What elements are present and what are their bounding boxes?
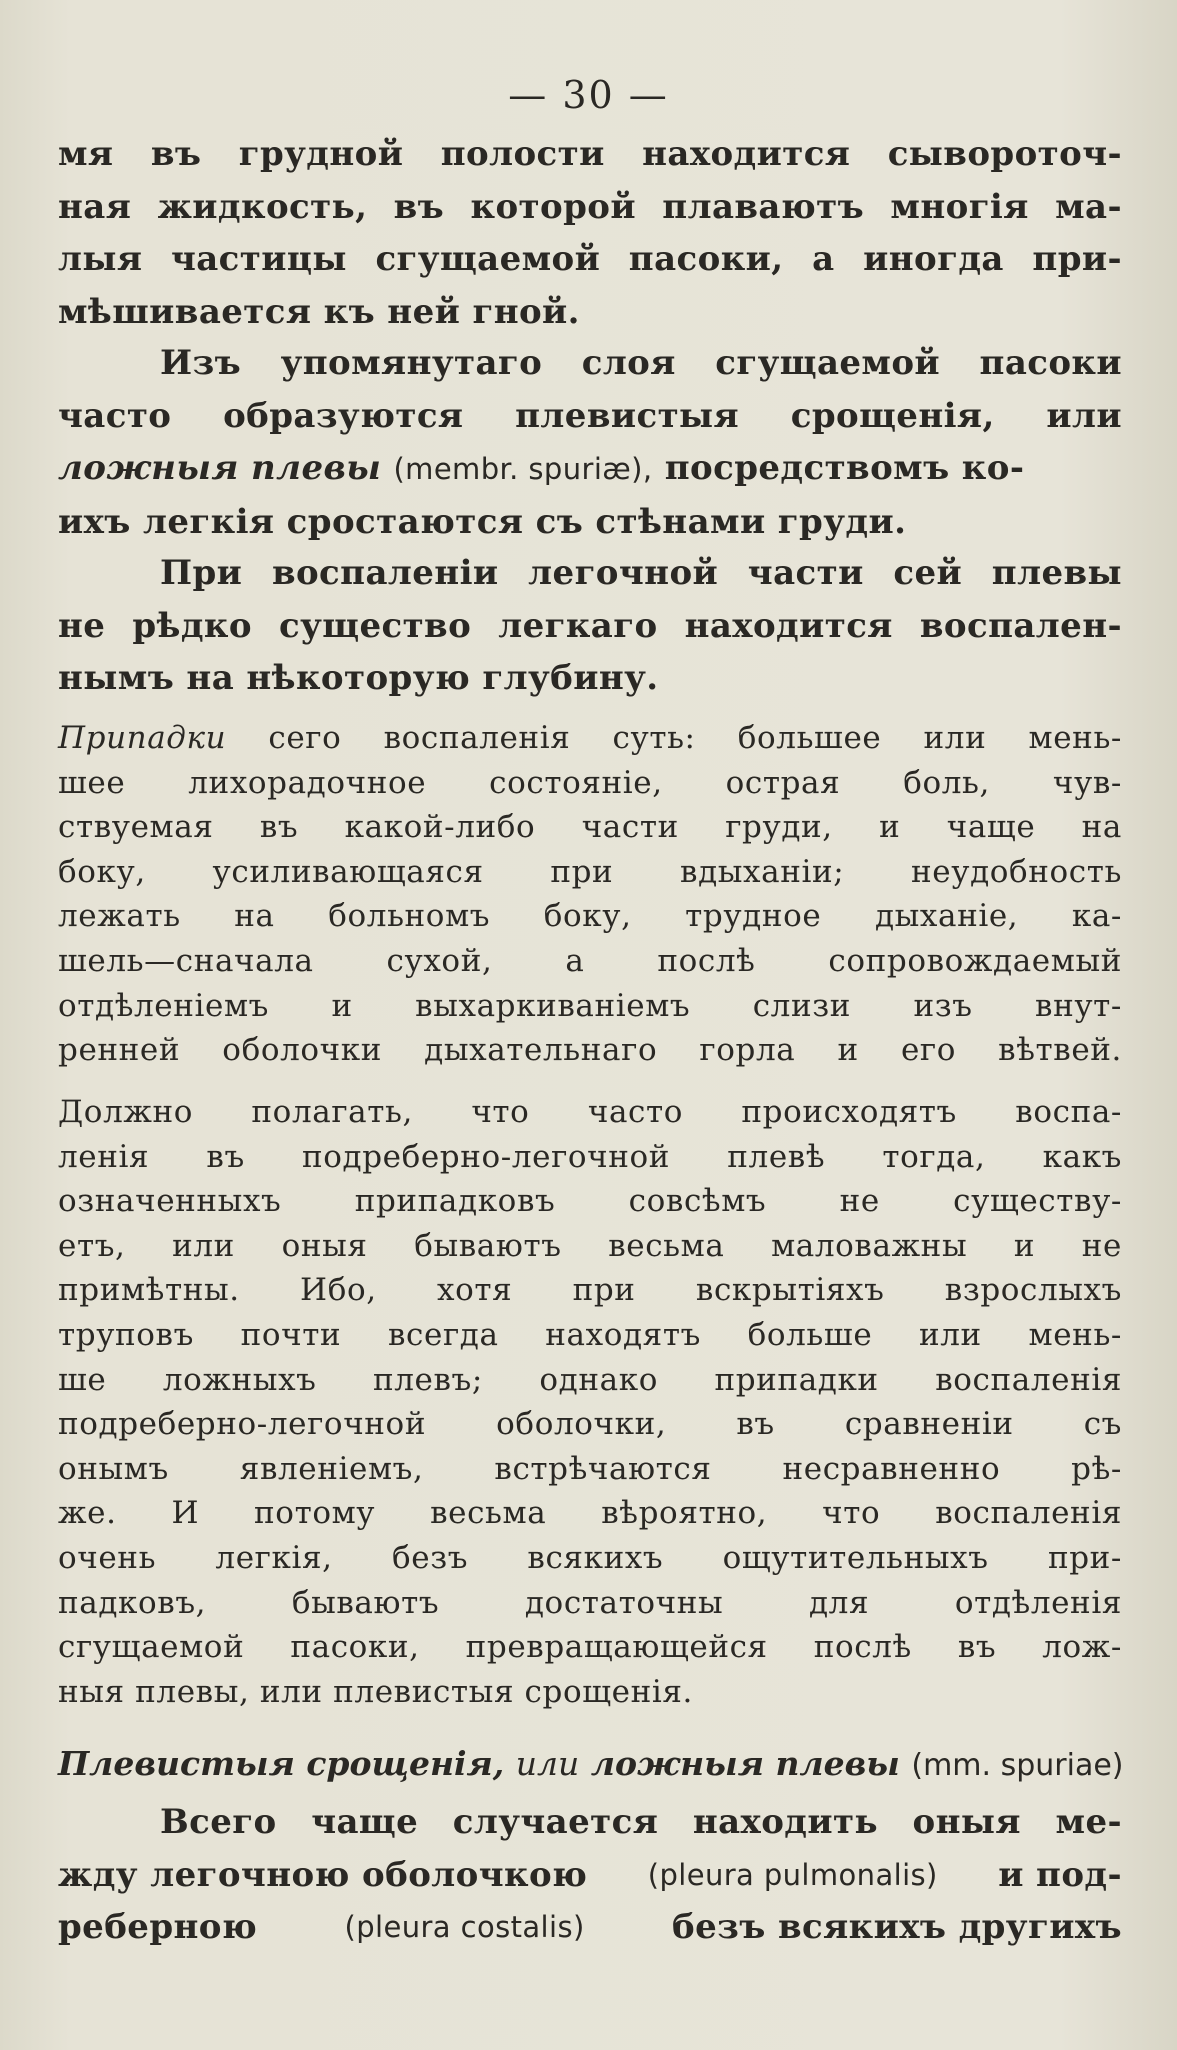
section-heading <box>58 1738 1122 1792</box>
text-line: ная жидкость, въ которой плаваютъ многія ма- <box>58 186 1122 227</box>
text-line: шель—сначала сухой, а послѣ сопровождаемый <box>58 942 1122 979</box>
paragraph-continuation <box>58 128 1122 338</box>
text-line-mixed <box>58 442 1122 496</box>
text-line: Всего чаще случается находить оныя ме- <box>160 1802 1122 1842</box>
text-line: часто образуются плевистыя срощенія, или <box>58 395 1122 436</box>
paragraph-false-membranes <box>58 337 1122 548</box>
text-line: падковъ, бываютъ достаточны для отдѣленія <box>58 1584 1122 1621</box>
text-line: ше ложныхъ плевъ; однако припадки воспаленія <box>58 1361 1122 1398</box>
text-line: отдѣленіемъ и выхаркиваніемъ слизи изъ внут- <box>58 987 1122 1024</box>
text-line: ленія въ подреберно-легочной плевѣ тогда, какъ <box>58 1138 1122 1175</box>
text-line: ствуемая въ какой-либо части груди, и чаще на <box>58 809 1122 846</box>
text-line: очень легкія, безъ всякихъ ощутительныхъ при- <box>58 1539 1122 1576</box>
heading-italic-term: Плевистыя срощенія, <box>58 1744 505 1783</box>
text-line: онымъ явленіемъ, встрѣчаются несравненно рѣ- <box>58 1450 1122 1487</box>
text-line: мя въ грудной полости находится сывороточ- <box>58 134 1122 174</box>
text-line: сгущаемой пасоки, превращающейся послѣ въ лож- <box>58 1629 1122 1666</box>
latin-term: (membr. spuriæ), <box>393 452 653 486</box>
text-fragment: посредствомъ ко- <box>664 448 1025 488</box>
text-line: ренней оболочки дыхательнаго горла и его вѣтвей. <box>58 1032 1122 1069</box>
text-line: не рѣдко существо легкаго находится воспален- <box>58 605 1122 646</box>
text-line: труповъ почти всегда находятъ больше или мень- <box>58 1316 1122 1353</box>
text-line: етъ, или оныя бываютъ весьма маловажны и не <box>58 1227 1122 1264</box>
paragraph-conclusion <box>58 1090 1122 1714</box>
text-fragment: жду легочною оболочкою <box>58 1854 588 1895</box>
text-line: примѣтны. Ибо, хотя при вскрытіяхъ взрослыхъ <box>58 1272 1122 1309</box>
text-line-mixed <box>58 1849 1122 1902</box>
heading-italic-term: ложныя плевы <box>590 1744 900 1783</box>
text-line-mixed <box>58 1901 1122 1954</box>
paragraph-symptoms <box>58 716 1122 1073</box>
paragraph-inflammation <box>58 547 1122 705</box>
italic-term: ложныя плевы <box>58 448 382 488</box>
latin-term: (pleura pulmonalis) <box>647 1857 938 1892</box>
page-number: — 30 — <box>508 73 669 117</box>
text-fragment: реберною <box>58 1907 258 1947</box>
text-line: боку, усиливающаяся при вдыханіи; неудобность <box>58 853 1122 890</box>
text-line: шее лихорадочное состояніе, острая боль, чув- <box>58 764 1122 801</box>
text-line: Должно полагать, что часто происходятъ воспа- <box>58 1094 1122 1130</box>
text-line: лыя частицы сгущаемой пасоки, а иногда при- <box>58 239 1122 279</box>
heading-latin-term: (mm. spuriae) <box>911 1748 1124 1783</box>
text-line: лежать на больномъ боку, трудное дыханіе, ка- <box>58 898 1122 935</box>
text-line: нымъ на нѣкоторую глубину. <box>58 658 659 698</box>
italic-term: Припадки <box>58 720 227 756</box>
heading-line <box>58 1738 1122 1792</box>
text-fragment: безъ всякихъ другихъ <box>672 1907 1122 1947</box>
paragraph-adhesions <box>58 1796 1122 1954</box>
text-line: ныя плевы, или плевистыя срощенія. <box>58 1673 693 1710</box>
heading-conjunction: или <box>515 1744 580 1783</box>
text-line-mixed <box>58 716 1122 761</box>
text-line: При воспаленіи легочной части сей плевы <box>160 553 1122 593</box>
text-fragment: и под- <box>998 1854 1122 1895</box>
text-line: ихъ легкія сростаются съ стѣнами груди. <box>58 501 907 542</box>
text-line: Изъ упомянутаго слоя сгущаемой пасоки <box>160 343 1122 383</box>
text-line: означенныхъ припадковъ совсѣмъ не существу- <box>58 1183 1122 1220</box>
text-line: же. И потому весьма вѣроятно, что воспаленія <box>58 1495 1122 1532</box>
text-fragment: сего воспаленія суть: большее или мень- <box>268 720 1122 756</box>
latin-term: (pleura costalis) <box>344 1910 585 1944</box>
text-line: мѣшивается къ ней гной. <box>58 291 580 332</box>
text-line: подреберно-легочной оболочки, въ сравненіи съ <box>58 1406 1122 1443</box>
